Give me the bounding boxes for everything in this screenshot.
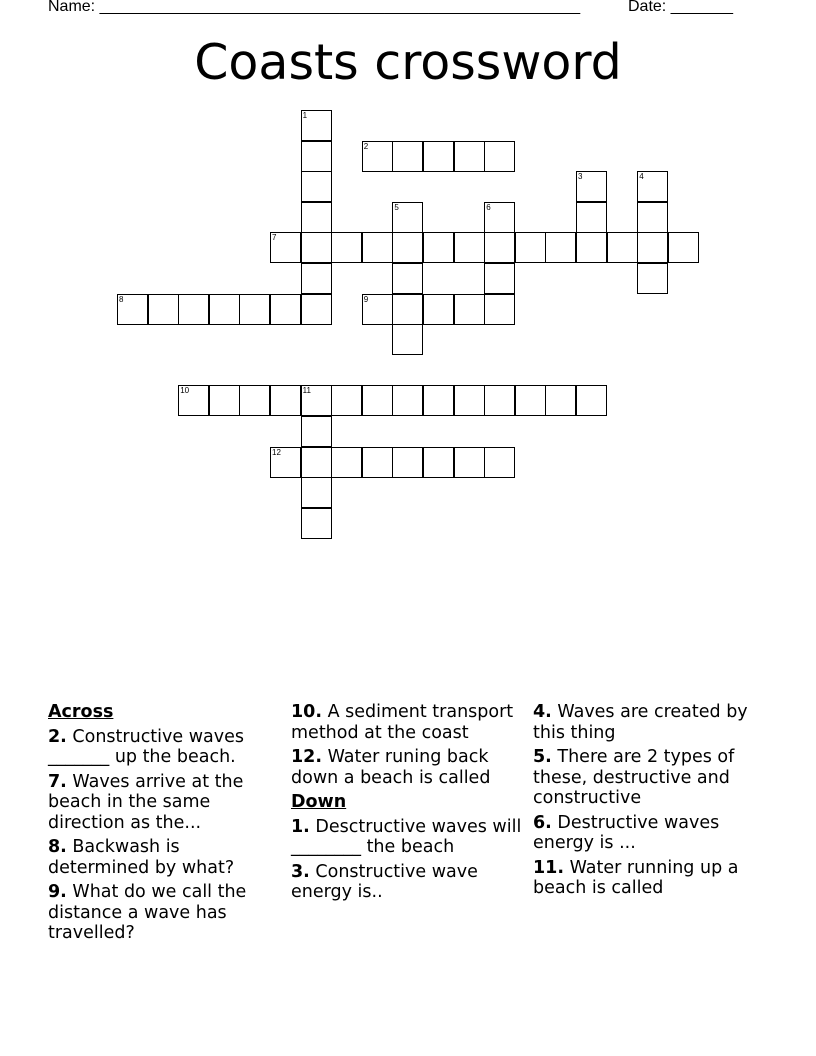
grid-cell[interactable] <box>484 385 515 416</box>
grid-cell[interactable] <box>301 447 332 478</box>
clue-text: Constructive wave energy is.. <box>291 861 478 902</box>
grid-cell[interactable] <box>239 294 270 325</box>
grid-cell[interactable] <box>301 232 332 263</box>
grid-cell[interactable] <box>362 232 393 263</box>
cell-number: 12 <box>272 447 281 457</box>
clue-across-12 <box>291 747 527 788</box>
cell-number: 1 <box>302 111 308 120</box>
cell-number: 10 <box>180 386 190 396</box>
grid-cell[interactable] <box>484 294 515 325</box>
clue-number: 10. <box>291 702 323 722</box>
grid-cell[interactable] <box>423 141 454 172</box>
clue-across-8 <box>48 837 280 878</box>
grid-cell[interactable] <box>576 171 607 202</box>
clue-across-10 <box>291 702 527 743</box>
grid-cell[interactable] <box>637 263 668 294</box>
date-field-label: Date: _______ <box>628 0 733 15</box>
clue-down-3 <box>291 862 527 903</box>
clue-number: 8. <box>48 837 67 857</box>
grid-cell[interactable] <box>576 385 607 416</box>
grid-cell[interactable] <box>545 385 576 416</box>
clue-text: Water running up a beach is called <box>533 857 739 898</box>
clue-text: A sediment transport method at the coast <box>291 702 514 743</box>
grid-cell[interactable] <box>576 232 607 263</box>
grid-cell[interactable] <box>392 294 423 325</box>
grid-cell[interactable] <box>454 447 485 478</box>
grid-cell[interactable] <box>423 385 454 416</box>
grid-cell[interactable] <box>301 508 332 539</box>
grid-cell[interactable] <box>239 385 270 416</box>
grid-cell[interactable] <box>331 385 362 416</box>
grid-cell[interactable] <box>454 294 485 325</box>
clue-down-1 <box>291 817 527 858</box>
grid-cell[interactable] <box>301 294 332 325</box>
grid-cell[interactable] <box>362 385 393 416</box>
grid-cell[interactable] <box>331 447 362 478</box>
clue-number: 11. <box>533 857 565 878</box>
clue-down-5 <box>533 747 765 809</box>
grid-cell[interactable] <box>301 385 332 416</box>
grid-cell[interactable] <box>392 324 423 355</box>
cell-number: 7 <box>272 233 277 243</box>
clue-text: Destructive waves energy is ... <box>533 812 720 853</box>
cell-number: 11 <box>302 386 311 396</box>
clues-column-1 <box>48 702 280 948</box>
clue-number: 12. <box>291 747 323 767</box>
grid-cell[interactable] <box>362 447 393 478</box>
clue-number: 5. <box>533 747 552 767</box>
grid-cell[interactable] <box>637 232 668 263</box>
grid-cell[interactable] <box>515 385 546 416</box>
clue-text: Constructive waves _______ up the beach. <box>48 726 244 767</box>
grid-cell[interactable] <box>484 202 515 233</box>
grid-cell[interactable] <box>423 294 454 325</box>
grid-cell[interactable] <box>209 385 240 416</box>
clues-column-3 <box>533 702 765 903</box>
grid-cell[interactable] <box>423 232 454 263</box>
grid-cell[interactable] <box>301 416 332 447</box>
clue-number: 4. <box>533 702 552 722</box>
grid-cell[interactable] <box>270 385 301 416</box>
grid-cell[interactable] <box>301 141 332 172</box>
grid-cell[interactable] <box>484 447 515 478</box>
grid-cell[interactable] <box>423 447 454 478</box>
clue-text: Waves are created by this thing <box>533 702 748 743</box>
grid-cell[interactable] <box>484 263 515 294</box>
grid-cell[interactable] <box>392 385 423 416</box>
clue-number: 9. <box>48 882 67 902</box>
clue-text: There are 2 types of these, destructive and constructive <box>533 747 735 808</box>
grid-cell[interactable] <box>270 294 301 325</box>
grid-cell[interactable] <box>484 232 515 263</box>
grid-cell[interactable] <box>607 232 638 263</box>
grid-cell[interactable] <box>545 232 576 263</box>
grid-cell[interactable] <box>178 294 209 325</box>
grid-cell[interactable] <box>392 141 423 172</box>
down-heading: Down <box>291 792 347 812</box>
grid-cell[interactable] <box>270 447 301 478</box>
clue-number: 7. <box>48 771 67 792</box>
grid-cell[interactable] <box>301 263 332 294</box>
grid-cell[interactable] <box>515 232 546 263</box>
clue-number: 3. <box>291 861 310 882</box>
cell-number: 3 <box>578 172 583 182</box>
cell-number: 8 <box>119 294 124 304</box>
grid-cell[interactable] <box>362 294 393 325</box>
clue-text: Backwash is determined by what? <box>48 837 235 878</box>
clue-across-9 <box>48 882 280 944</box>
cell-number: 5 <box>394 202 399 212</box>
grid-cell[interactable] <box>301 110 332 141</box>
grid-cell[interactable] <box>392 447 423 478</box>
clue-down-11 <box>533 858 765 899</box>
clue-across-7 <box>48 772 280 834</box>
clue-text: What do we call the distance a wave has travelled? <box>48 882 247 943</box>
clue-down-4 <box>533 702 765 743</box>
clue-number: 1. <box>291 816 310 837</box>
grid-cell[interactable] <box>668 232 699 263</box>
grid-cell[interactable] <box>392 232 423 263</box>
grid-cell[interactable] <box>576 202 607 233</box>
across-heading: Across <box>48 702 114 722</box>
grid-cell[interactable] <box>270 232 301 263</box>
clue-down-6 <box>533 813 765 854</box>
clue-text: Desctructive waves will ________ the beach <box>291 816 522 857</box>
grid-cell[interactable] <box>301 202 332 233</box>
grid-cell[interactable] <box>454 385 485 416</box>
grid-cell[interactable] <box>454 141 485 172</box>
cell-number: 6 <box>486 202 491 212</box>
grid-cell[interactable] <box>301 477 332 508</box>
clue-text: Water runing back down a beach is called <box>291 747 491 788</box>
grid-cell[interactable] <box>637 171 668 202</box>
clue-number: 2. <box>48 726 67 747</box>
clue-number: 6. <box>533 812 552 833</box>
cell-number: 4 <box>639 172 644 182</box>
clue-text: Waves arrive at the beach in the same direction as the... <box>48 771 244 833</box>
clue-across-2 <box>48 727 280 768</box>
grid-cell[interactable] <box>392 202 423 233</box>
grid-cell[interactable] <box>148 294 179 325</box>
grid-cell[interactable] <box>454 232 485 263</box>
grid-cell[interactable] <box>637 202 668 233</box>
grid-cell[interactable] <box>484 141 515 172</box>
grid-cell[interactable] <box>301 171 332 202</box>
cell-number: 9 <box>363 294 369 304</box>
grid-cell[interactable] <box>178 385 209 416</box>
name-field-label: Name: ______________________________________________________ <box>48 0 581 15</box>
grid-cell[interactable] <box>117 294 148 325</box>
page-title: Coasts crossword <box>194 34 622 91</box>
clues-column-2 <box>291 702 527 907</box>
cell-number: 2 <box>363 141 369 151</box>
grid-cell[interactable] <box>331 232 362 263</box>
grid-cell[interactable] <box>362 141 393 172</box>
grid-cell[interactable] <box>392 263 423 294</box>
grid-cell[interactable] <box>209 294 240 325</box>
